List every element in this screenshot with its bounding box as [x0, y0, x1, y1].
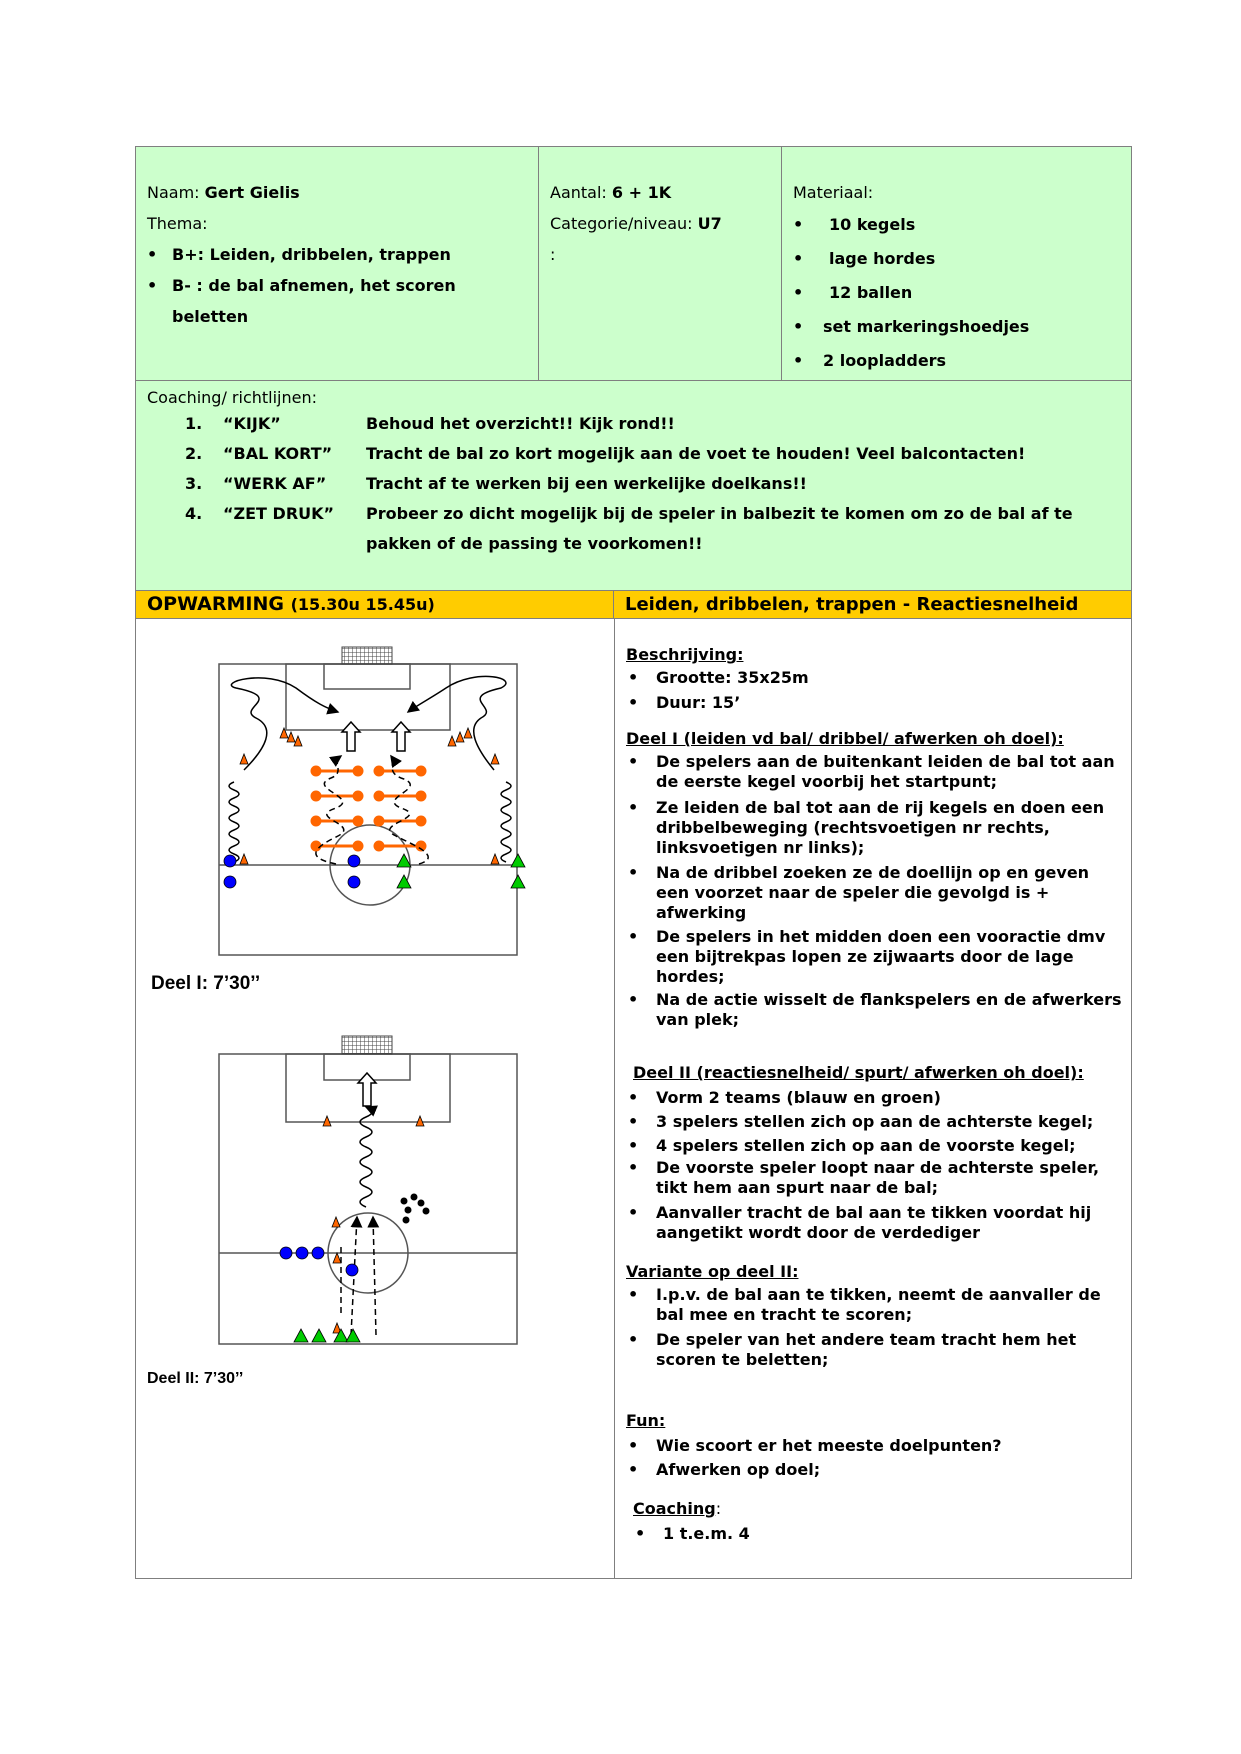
coaching-row: 4. “ZET DRUK” Probeer zo dicht mogelijk bij de speler in balbezit te komen om zo de bal af te — [185, 504, 1073, 523]
trainer-name: Gert Gielis — [204, 183, 300, 202]
goal-net — [342, 1036, 392, 1054]
info-block — [136, 147, 1131, 381]
player-count: Aantal: 6 + 1K — [550, 183, 672, 202]
list-item: • I.p.v. de bal aan te tikken, neemt de aanvaller de bal mee en tracht te scoren; — [626, 1285, 1126, 1325]
theme-item: • B- : de bal afnemen, het scoren — [147, 276, 456, 295]
material-item: • lage hordes — [793, 249, 936, 268]
list-item: • Wie scoort er het meeste doelpunten? — [626, 1434, 1126, 1458]
material-item: • set markeringshoedjes — [793, 317, 1030, 336]
list-item: • Afwerken op doel; — [626, 1458, 1126, 1482]
section-time: (15.30u 15.45u) — [290, 595, 435, 614]
coaching-row: 1. “KIJK” Behoud het overzicht!! Kijk rond!! — [185, 414, 675, 433]
part2-list — [626, 1086, 1126, 1243]
list-item: • De spelers in het midden doen een vooractie dmv een bijtrekpas lopen ze zijwaarts door de lage hordes; — [626, 927, 1126, 987]
variant-list — [626, 1285, 1126, 1370]
material-cell — [782, 147, 1131, 380]
section-title-bar — [136, 591, 614, 619]
category-level: Categorie/niveau: U7 — [550, 214, 722, 233]
list-item: • Vorm 2 teams (blauw en groen) — [626, 1086, 1126, 1110]
coaching-row-continued: pakken of de passing te voorkomen!! — [366, 534, 703, 553]
description-heading: Beschrijving: — [626, 645, 744, 664]
session-sheet — [135, 146, 1132, 1579]
list-item: • De spelers aan de buitenkant leiden de bal tot aan de eerste kegel voorbij het startpunt; — [626, 752, 1126, 792]
material-item: • 12 ballen — [793, 283, 913, 302]
section-title: OPWARMING — [147, 593, 291, 615]
coaching-list — [633, 1522, 1126, 1546]
section-topic-bar — [614, 591, 1131, 619]
coaching-row: 2. “BAL KORT” Tracht de bal zo kort mogelijk aan de voet te houden! Veel balcontacten! — [185, 444, 1026, 463]
trainer-name-line: Naam: Gert Gielis — [147, 183, 300, 202]
theme-item: • B+: Leiden, dribbelen, trappen — [147, 245, 451, 264]
variant-heading: Variante op deel II: — [626, 1262, 799, 1281]
drill-diagram-part-1 — [176, 628, 526, 968]
list-item: • Na de dribbel zoeken ze de doellijn op en geven een voorzet naar de speler die gevolgd is + afwerking — [626, 863, 1126, 923]
list-item: • Duur: 15’ — [626, 690, 1126, 715]
section-topic: Leiden, dribbelen, trappen - Reactiesnelheid — [625, 594, 1079, 615]
description-column — [626, 644, 1126, 1546]
coaching-guidelines — [136, 381, 1131, 591]
part1-heading: Deel I (leiden vd bal/ dribbel/ afwerken oh doel): — [626, 729, 1064, 748]
description-list — [626, 665, 1126, 715]
trainer-theme-cell — [136, 147, 539, 380]
list-item: • Ze leiden de bal tot aan de rij kegels en doen een dribbelbeweging (rechtsvoetigen nr rechts, linksvoetigen nr links); — [626, 798, 1126, 858]
list-item: • 1 t.e.m. 4 — [633, 1522, 1126, 1546]
theme-item: beletten — [172, 307, 249, 326]
coaching-title: Coaching/ richtlijnen: — [147, 388, 318, 407]
goal-net — [342, 647, 392, 664]
count-category-cell — [539, 147, 782, 380]
diagram-caption-part-2: Deel II: 7’30’’ — [147, 1370, 244, 1387]
fun-heading: Fun: — [626, 1411, 666, 1430]
part1-list — [626, 752, 1126, 1030]
material-item: • 10 kegels — [793, 215, 916, 234]
list-item: • Na de actie wisselt de flankspelers en de afwerkers van plek; — [626, 990, 1126, 1030]
theme-label: Thema: — [147, 214, 208, 233]
list-item: • De speler van het andere team tracht hem het scoren te beletten; — [626, 1330, 1126, 1370]
drill-diagram-part-2 — [176, 1017, 526, 1347]
material-item: • 2 loopladders — [793, 351, 947, 370]
list-item: • 4 spelers stellen zich op aan de voorste kegel; — [626, 1134, 1126, 1158]
coaching-heading: Coaching: — [633, 1499, 722, 1518]
column-divider — [614, 619, 615, 1578]
material-label: Materiaal: — [793, 183, 874, 202]
diagram-caption-part-1: Deel I: 7’30’’ — [151, 973, 261, 994]
list-item: • Aanvaller tracht de bal aan te tikken voordat hij aangetikt wordt door de verdediger — [626, 1203, 1126, 1243]
category-colon: : — [550, 245, 556, 264]
part2-heading: Deel II (reactiesnelheid/ spurt/ afwerken oh doel): — [633, 1063, 1084, 1082]
list-item: • De voorste speler loopt naar de achterste speler, tikt hem aan spurt naar de bal; — [626, 1158, 1126, 1198]
list-item: • 3 spelers stellen zich op aan de achterste kegel; — [626, 1110, 1126, 1134]
fun-list — [626, 1434, 1126, 1482]
list-item: • Grootte: 35x25m — [626, 665, 1126, 690]
coaching-row: 3. “WERK AF” Tracht af te werken bij een werkelijke doelkans!! — [185, 474, 807, 493]
